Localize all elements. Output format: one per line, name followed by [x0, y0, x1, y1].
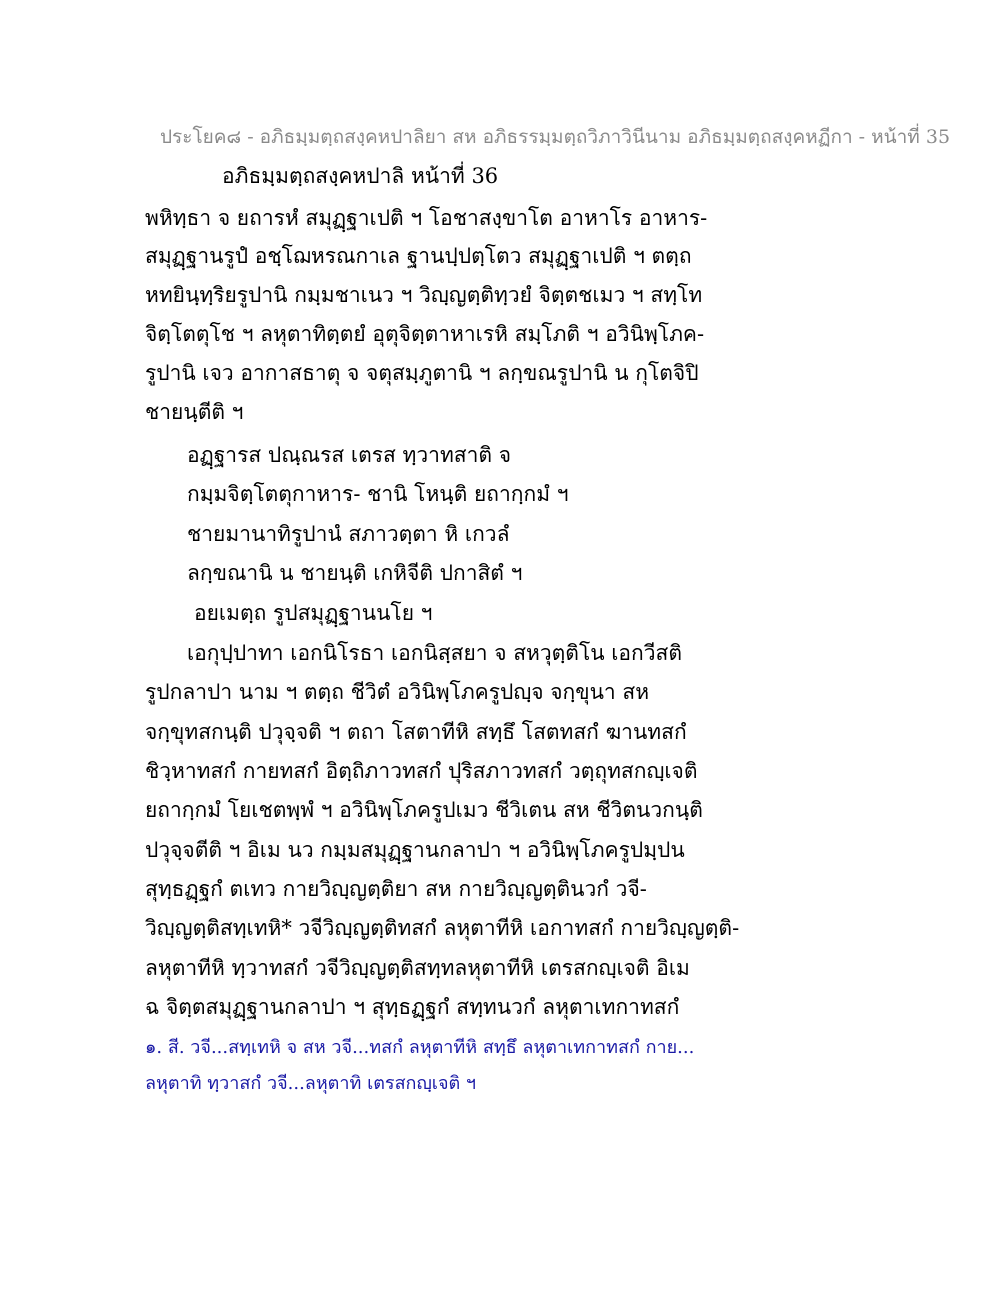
text-line: เอกุปฺปาทา เอกนิโรธา เอกนิสฺสยา จ สหวุตฺติโน เอกวีสติ: [187, 641, 683, 665]
text-line: สมุฏฺฐานรูปํ อชฺโฌหรณกาเล ฐานปฺปตฺโตว สมุฏฺฐาเปติ ฯ ตตฺถ: [145, 244, 692, 268]
text-line: พหิทฺธา จ ยถารหํ สมุฏฺฐาเปติ ฯ โอชาสงฺขาโต อาหาโร อาหาร-: [145, 206, 708, 230]
text-line: หทยินฺทฺริยรูปานิ กมฺมชาเนว ฯ วิญฺญตฺติทฺวยํ จิตฺตชเมว ฯ สทฺโท: [145, 283, 703, 307]
text-line: ชายนฺตีติ ฯ: [145, 400, 244, 424]
text-line: รูปานิ เจว อากาสธาตุ จ จตุสมฺภูตานิ ฯ ลกฺขณรูปานิ น กุโตจิปิ: [145, 361, 699, 385]
section-end: อยเมตฺถ รูปสมุฏฺฐานนโย ฯ: [194, 601, 433, 625]
text-line: ปวุจฺจตีติ ฯ อิเม นว กมฺมสมุฏฺฐานกลาปา ฯ อวินิพฺโภครูปมฺปน: [145, 838, 685, 862]
footnote-line: ๑. สี. วจี...สทฺเทหิ จ สห วจี...ทสกํ ลหุตาทีหิ สทฺธึ ลหุตาเทกาทสกํ กาย...: [145, 1037, 695, 1058]
verse-line: กมฺมจิตฺโตตุกาหาร- ชานิ โหนฺติ ยถากฺกมํ ฯ: [187, 482, 569, 506]
text-line: สุทฺธฏฺฐกํ ตเทว กายวิญฺญตฺติยา สห กายวิญฺญตฺตินวกํ วจี-: [145, 877, 647, 901]
text-line: รูปกลาปา นาม ฯ ตตฺถ ชีวิตํ อวินิพฺโภครูปญฺจ จกฺขุนา สห: [145, 680, 650, 704]
text-line: จิตฺโตตุโช ฯ ลหุตาทิตฺตยํ อุตุจิตฺตาหาเรหิ สมฺโภติ ฯ อวินิพฺโภค-: [145, 322, 705, 346]
text-line: ยถากฺกมํ โยเชตพฺพํ ฯ อวินิพฺโภครูปเมว ชีวิเตน สห ชีวิตนวกนฺติ: [145, 798, 703, 822]
page-title: อภิธมฺมตฺถสงฺคหปาลิ หน้าที่ 36: [222, 164, 499, 188]
text-line: ชิวฺหาทสกํ กายทสกํ อิตฺถิภาวทสกํ ปุริสภาวทสกํ วตฺถุทสกญฺเจติ: [145, 759, 698, 783]
text-line: จกฺขุทสกนฺติ ปวุจฺจติ ฯ ตถา โสตาทีหิ สทฺธึ โสตทสกํ ฆานทสกํ: [145, 720, 687, 744]
text-line: ฉ จิตฺตสมุฏฺฐานกลาปา ฯ สุทฺธฏฺฐกํ สทฺทนวกํ ลหุตาเทกาทสกํ: [145, 995, 680, 1019]
verse-line: อฏฺฐารส ปณฺณรส เตรส ทฺวาทสาติ จ: [187, 443, 512, 467]
verse-line: ชายมานาทิรูปานํ สภาวตฺตา หิ เกวลํ: [187, 522, 510, 546]
verse-line: ลกฺขณานิ น ชายนฺติ เกหิจีติ ปกาสิตํ ฯ: [187, 561, 523, 585]
text-line: ลหุตาทีหิ ทฺวาทสกํ วจีวิญฺญตฺติสทฺทลหุตาทีหิ เตรสกญฺเจติ อิเม: [145, 956, 690, 980]
text-line: วิญฺญตฺติสทฺเทหิ* วจีวิญฺญตฺติทสกํ ลหุตาทีหิ เอกาทสกํ กายวิญฺญตฺติ-: [145, 916, 740, 940]
footnote-line: ลหุตาทิ ทฺวาสกํ วจี...ลหุตาทิ เตรสกญฺเจติ ฯ: [145, 1073, 477, 1094]
running-header: ประโยค๘ - อภิธมฺมตฺถสงฺคหปาลิยา สห อภิธรรมฺมตฺถวิภาวินีนาม อภิธมฺมตฺถสงฺคหฏีกา - หน้าที่ 35: [160, 126, 951, 148]
